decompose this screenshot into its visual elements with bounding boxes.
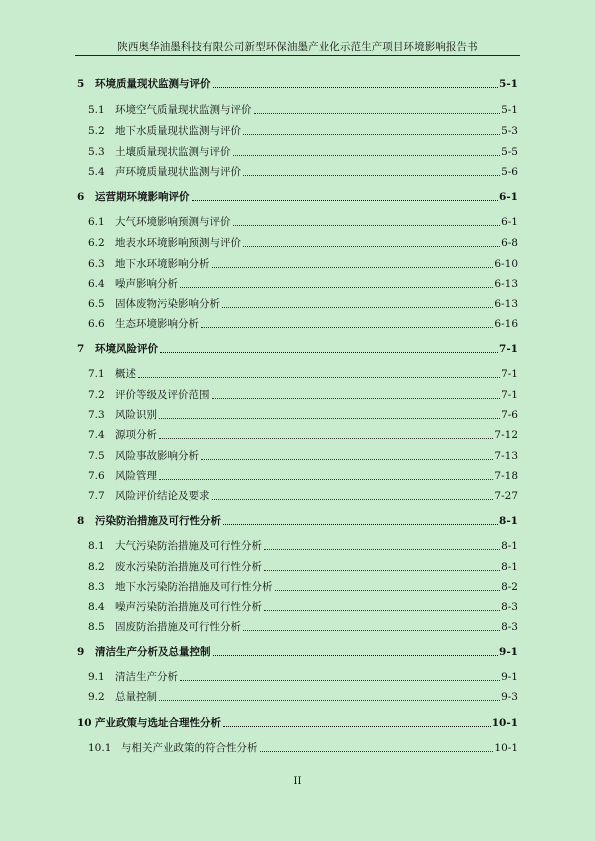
toc-entry-page: 10-1 xyxy=(491,717,518,729)
toc-dot-leader xyxy=(212,499,494,500)
toc-entry-title: 地下水污染防治措施及可行性分析 xyxy=(115,581,273,593)
toc-entry-page: 7-27 xyxy=(494,490,518,502)
toc-entry-number: 10.1 xyxy=(88,742,112,754)
toc-entry-number: 6.3 xyxy=(88,258,105,270)
toc-section-entry[interactable] xyxy=(88,124,518,138)
toc-entry-page: 7-1 xyxy=(501,368,518,380)
toc-section-entry[interactable] xyxy=(88,449,518,463)
toc-entry-title: 清洁生产分析 xyxy=(115,671,178,683)
toc-dot-leader xyxy=(233,225,501,226)
toc-entry-number: 9 xyxy=(77,646,85,658)
toc-entry-page: 6-1 xyxy=(501,216,518,228)
toc-entry-title: 评价等级及评价范围 xyxy=(115,389,210,401)
toc-chapter-entry[interactable] xyxy=(77,645,518,659)
toc-entry-title: 运营期环境影响评价 xyxy=(95,191,190,203)
toc-section-entry[interactable] xyxy=(88,103,518,117)
toc-entry-page: 8-1 xyxy=(499,515,518,527)
toc-dot-leader xyxy=(264,570,500,571)
toc-entry-title: 固体废物污染影响分析 xyxy=(115,298,220,310)
toc-dot-leader xyxy=(243,134,500,135)
toc-dot-leader xyxy=(243,175,500,176)
toc-entry-title: 大气环境影响预测与评价 xyxy=(115,216,231,228)
toc-entry-page: 6-16 xyxy=(494,318,518,330)
toc-entry-page: 5-6 xyxy=(501,166,518,178)
toc-entry-page: 6-8 xyxy=(501,237,518,249)
toc-dot-leader xyxy=(160,352,498,353)
toc-dot-leader xyxy=(260,751,494,752)
toc-entry-number: 7.6 xyxy=(88,470,105,482)
toc-dot-leader xyxy=(180,680,500,681)
toc-entry-title: 固废防治措施及可行性分析 xyxy=(115,621,241,633)
toc-entry-number: 8.3 xyxy=(88,581,105,593)
toc-entry-page: 7-18 xyxy=(494,470,518,482)
toc-dot-leader xyxy=(201,327,493,328)
toc-entry-page: 7-13 xyxy=(494,450,518,462)
toc-entry-number: 9.1 xyxy=(88,671,105,683)
toc-entry-page: 10-1 xyxy=(494,742,518,754)
toc-dot-leader xyxy=(233,155,501,156)
toc-dot-leader xyxy=(212,267,494,268)
toc-section-entry[interactable] xyxy=(88,670,518,684)
toc-chapter-entry[interactable] xyxy=(77,716,518,730)
toc-dot-leader xyxy=(138,377,500,378)
toc-entry-number: 5.1 xyxy=(88,104,105,116)
toc-entry-page: 7-1 xyxy=(501,389,518,401)
toc-dot-leader xyxy=(159,438,493,439)
toc-entry-page: 6-1 xyxy=(499,191,518,203)
toc-dot-leader xyxy=(243,246,500,247)
toc-entry-page: 8-3 xyxy=(501,621,518,633)
toc-entry-page: 7-1 xyxy=(499,343,518,355)
toc-dot-leader xyxy=(264,549,500,550)
toc-entry-number: 7.4 xyxy=(88,429,105,441)
toc-dot-leader xyxy=(159,700,500,701)
toc-entry-title: 风险管理 xyxy=(115,470,157,482)
toc-dot-leader xyxy=(201,459,493,460)
toc-entry-page: 5-1 xyxy=(501,104,518,116)
toc-entry-title: 污染防治措施及可行性分析 xyxy=(95,515,221,527)
toc-entry-number: 6.6 xyxy=(88,318,105,330)
toc-dot-leader xyxy=(275,590,501,591)
toc-entry-title: 生态环境影响分析 xyxy=(115,318,199,330)
toc-chapter-entry[interactable] xyxy=(77,514,518,528)
toc-dot-leader xyxy=(192,200,499,201)
toc-entry-number: 5.2 xyxy=(88,125,105,137)
toc-chapter-entry[interactable] xyxy=(77,342,518,356)
toc-entry-title: 清洁生产分析及总量控制 xyxy=(95,646,211,658)
toc-entry-number: 6.5 xyxy=(88,298,105,310)
toc-section-entry[interactable] xyxy=(88,145,518,159)
toc-dot-leader xyxy=(213,655,499,656)
toc-section-entry[interactable] xyxy=(88,388,518,402)
toc-section-entry[interactable] xyxy=(88,539,518,553)
toc-entry-number: 7.1 xyxy=(88,368,105,380)
toc-entry-page: 9-1 xyxy=(501,671,518,683)
toc-entry-title: 环境风险评价 xyxy=(95,343,158,355)
toc-entry-title: 环境空气质量现状监测与评价 xyxy=(115,104,252,116)
toc-entry-title: 噪声污染防治措施及可行性分析 xyxy=(115,601,262,613)
toc-entry-page: 6-13 xyxy=(494,278,518,290)
toc-section-entry[interactable] xyxy=(88,469,518,483)
toc-entry-number: 5.3 xyxy=(88,146,105,158)
toc-entry-title: 地下水环境影响分析 xyxy=(115,258,210,270)
toc-section-entry[interactable] xyxy=(88,236,518,250)
toc-entry-number: 7.5 xyxy=(88,450,105,462)
toc-entry-page: 9-3 xyxy=(501,691,518,703)
toc-section-entry[interactable] xyxy=(88,165,518,179)
toc-entry-title: 地表水环境影响预测与评价 xyxy=(115,237,241,249)
toc-entry-number: 7.3 xyxy=(88,409,105,421)
toc-entry-number: 7.2 xyxy=(88,389,105,401)
toc-section-entry[interactable] xyxy=(88,489,518,503)
toc-entry-page: 6-13 xyxy=(494,298,518,310)
toc-entry-title: 废水污染防治措施及可行性分析 xyxy=(115,561,262,573)
toc-dot-leader xyxy=(159,418,500,419)
toc-dot-leader xyxy=(222,307,493,308)
toc-entry-number: 6.4 xyxy=(88,278,105,290)
toc-entry-title: 总量控制 xyxy=(115,691,157,703)
toc-dot-leader xyxy=(180,287,493,288)
toc-entry-title: 产业政策与选址合理性分析 xyxy=(95,717,221,729)
toc-entry-title: 土壤质量现状监测与评价 xyxy=(115,146,231,158)
toc-entry-title: 与相关产业政策的符合性分析 xyxy=(121,742,258,754)
toc-section-entry[interactable] xyxy=(88,741,518,755)
toc-dot-leader xyxy=(223,726,491,727)
toc-entry-number: 8.2 xyxy=(88,561,105,573)
toc-section-entry[interactable] xyxy=(88,215,518,229)
toc-entry-number: 7.7 xyxy=(88,490,105,502)
page-number: II xyxy=(293,776,302,787)
toc-chapter-entry[interactable] xyxy=(77,77,518,91)
toc-entry-page: 8-1 xyxy=(501,561,518,573)
toc-entry-title: 地下水质量现状监测与评价 xyxy=(115,125,241,137)
toc-entry-number: 8 xyxy=(77,515,85,527)
toc-entry-number: 6 xyxy=(77,191,85,203)
toc-section-entry[interactable] xyxy=(88,620,518,634)
toc-dot-leader xyxy=(213,87,499,88)
toc-entry-title: 噪声影响分析 xyxy=(115,278,178,290)
toc-dot-leader xyxy=(223,524,498,525)
toc-entry-page: 7-6 xyxy=(501,409,518,421)
toc-section-entry[interactable] xyxy=(88,560,518,574)
toc-entry-page: 8-1 xyxy=(501,540,518,552)
toc-entry-page: 9-1 xyxy=(499,646,518,658)
toc-section-entry[interactable] xyxy=(88,257,518,271)
toc-section-entry[interactable] xyxy=(88,367,518,381)
toc-dot-leader xyxy=(264,610,500,611)
toc-entry-number: 10 xyxy=(77,717,92,729)
toc-entry-number: 6.2 xyxy=(88,237,105,249)
toc-entry-number: 7 xyxy=(77,343,85,355)
toc-section-entry[interactable] xyxy=(88,428,518,442)
toc-section-entry[interactable] xyxy=(88,277,518,291)
toc-entry-number: 5 xyxy=(77,78,85,90)
toc-entry-number: 5.4 xyxy=(88,166,105,178)
toc-section-entry[interactable] xyxy=(88,297,518,311)
toc-dot-leader xyxy=(254,113,501,114)
toc-section-entry[interactable] xyxy=(88,580,518,594)
toc-entry-page: 5-1 xyxy=(499,78,518,90)
toc-entry-number: 6.1 xyxy=(88,216,105,228)
toc-entry-number: 8.1 xyxy=(88,540,105,552)
toc-chapter-entry[interactable] xyxy=(77,190,518,204)
toc-section-entry[interactable] xyxy=(88,600,518,614)
toc-entry-number: 8.5 xyxy=(88,621,105,633)
toc-entry-title: 风险评价结论及要求 xyxy=(115,490,210,502)
toc-entry-title: 环境质量现状监测与评价 xyxy=(95,78,211,90)
toc-entry-title: 大气污染防治措施及可行性分析 xyxy=(115,540,262,552)
toc-section-entry[interactable] xyxy=(88,317,518,331)
toc-section-entry[interactable] xyxy=(88,408,518,422)
toc-dot-leader xyxy=(243,630,500,631)
toc-entry-title: 风险识别 xyxy=(115,409,157,421)
toc-entry-page: 8-2 xyxy=(501,581,518,593)
toc-dot-leader xyxy=(212,398,501,399)
toc-section-entry[interactable] xyxy=(88,690,518,704)
toc-entry-page: 6-10 xyxy=(494,258,518,270)
toc-entry-title: 概述 xyxy=(115,368,136,380)
toc-entry-number: 8.4 xyxy=(88,601,105,613)
toc-entry-page: 5-5 xyxy=(501,146,518,158)
toc-entry-title: 源项分析 xyxy=(115,429,157,441)
toc-dot-leader xyxy=(159,479,493,480)
toc-entry-title: 风险事故影响分析 xyxy=(115,450,199,462)
toc-entry-number: 9.2 xyxy=(88,691,105,703)
toc-entry-page: 8-3 xyxy=(501,601,518,613)
page-header: 陕西奥华油墨科技有限公司新型环保油墨产业化示范生产项目环境影响报告书 xyxy=(117,41,478,53)
toc-entry-page: 5-3 xyxy=(501,125,518,137)
toc-entry-title: 声环境质量现状监测与评价 xyxy=(115,166,241,178)
toc-entry-page: 7-12 xyxy=(494,429,518,441)
